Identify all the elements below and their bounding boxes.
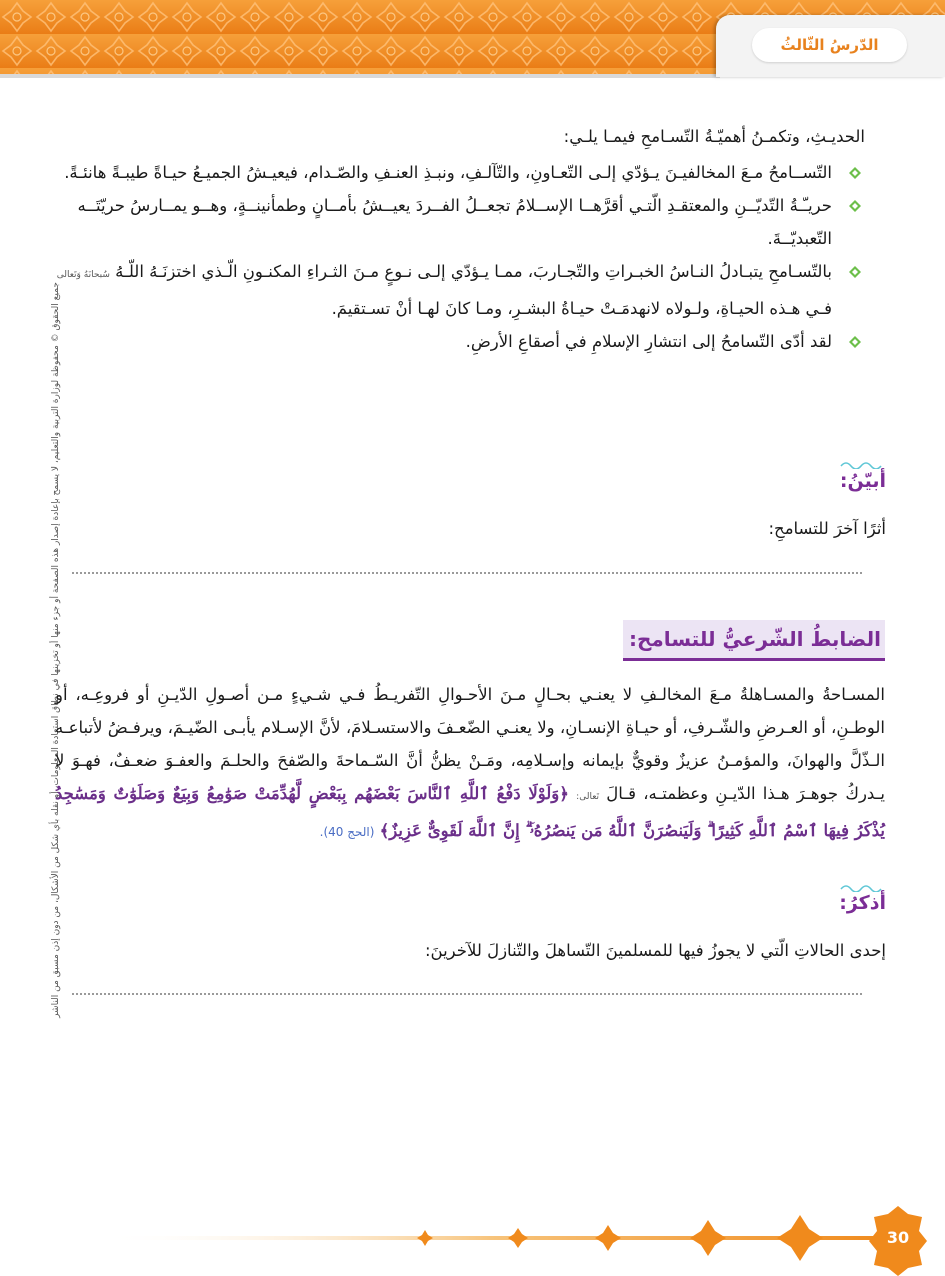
heading-ornament-icon bbox=[840, 882, 886, 892]
intro-text: الحديـثِ، وتكمـنُ أهميّـةُ التّسـامحِ فيمـا يلـي: bbox=[563, 127, 865, 146]
footer-decoration bbox=[0, 1200, 945, 1276]
answer-line[interactable] bbox=[72, 993, 862, 995]
section-heading: الضابطُ الشّرعيُّ للتسامح: bbox=[629, 627, 881, 651]
honorific: سُبحانَهُ وَتَعالى bbox=[56, 270, 110, 280]
list-item bbox=[55, 255, 865, 325]
section-body: المسـاحةُ والمسـاهلةُ مـعَ المخالـفِ لا يعنـي بحـالٍ مـنَ الأحـوالِ التّفريـطُ فـي شـيءٍ مـن أصـولِ الدّيـنِ أو فروعِـه، أو الوطـنِ، أو العـرضِ والشّـرفِ، أو حيـاةِ الإنسـانِ، ولا يعنـي الضّعـفَ والاستسـلامَ، لأنَّ الإسـلام يأبـى الضّيـمَ، ويرفـضُ لأتباعـه الـذّلَّ والهوانَ، والمؤمـنُ عزيزٌ وقويٌّ بإيمانه وإسـلامِه، ومَـنْ يظنُّ أنَّ السّـماحةَ والصّفحَ والحلـمَ والعفـوَ ضعـفٌ، فهـوَ لا يـدركُ جوهـرَ هـذا الدّيـنِ وعظمتـه، قـالَ bbox=[55, 685, 886, 803]
list-item-text: لقد أدّى التّسامحُ إلى انتشارِ الإسلامِ في أصقاعِ الأرضِ. bbox=[465, 332, 832, 351]
list-item-text: فـي هـذه الحيـاةِ، ولـولاه لانهدمَـتْ حيـاةُ البشـرِ، ومـا كانَ لهـا أنْ تسـتقيمَ. bbox=[331, 299, 832, 318]
list-item-text: بالتّسـامحِ يتبـادلُ النـاسُ الخبـراتِ والتّجـاربَ، ممـا يـؤدّي إلـى نـوعٍ مـنَ الثـراءِ المكنـونِ الّـذي اختزنَـهُ اللّـهُ bbox=[115, 262, 832, 281]
copyright-vertical: جميع الحقوق © محفوظة لوزارة التربية والتعليم، لا يسمح بإعادة إصدار هذه الصفحة أو جزء منها أو تخزينها في نطاق استعادة المعلومات، أو نقله بأي شكل من الأشكال، من دون إذن مسبق من الناشر bbox=[51, 282, 61, 1018]
answer-line[interactable] bbox=[72, 572, 862, 574]
explain-prompt: أثرًا آخرَ للتسامحِ: bbox=[768, 519, 886, 538]
explain-heading: أبيّنُ: bbox=[839, 470, 886, 492]
section-paragraph bbox=[55, 678, 885, 849]
heading-ornament-icon bbox=[840, 459, 886, 469]
diamond-bullet-icon bbox=[849, 200, 861, 212]
list-item bbox=[55, 189, 865, 255]
diamond-bullet-icon bbox=[849, 266, 861, 278]
lesson-title: الدّرسُ الثّالثُ bbox=[780, 36, 879, 54]
mention-heading: أذكرُ: bbox=[839, 892, 886, 914]
quran-verse: ﴿وَلَوْلَا دَفْعُ ٱللَّهِ ٱلنَّاسَ بَعْضَهُم بِبَعْضٍ لَّهُدِّمَتْ صَوَٰمِعُ وَبِيَعٌ وَصَلَوَٰتٌ وَمَسَٰجِدُ يُذْكَرُ فِيهَا ٱسْمُ ٱللَّهِ كَثِيرًا ۗ وَلَيَنصُرَنَّ ٱللَّهُ مَن يَنصُرُهُۥٓ ۗ إِنَّ ٱللَّهَ لَقَوِىٌّ عَزِيزٌ﴾ bbox=[55, 784, 885, 840]
page-number: 30 bbox=[886, 1228, 910, 1247]
diamond-bullet-icon bbox=[849, 336, 861, 348]
taala-label: تَعالى: bbox=[576, 792, 600, 802]
list-item bbox=[55, 156, 865, 189]
importance-list bbox=[55, 156, 865, 358]
list-item bbox=[55, 325, 865, 358]
diamond-bullet-icon bbox=[849, 167, 861, 179]
mention-prompt: إحدى الحالاتِ الّتي لا يجوزُ فيها للمسلمينَ التّساهلَ والتّنازلَ للآخرينَ: bbox=[424, 941, 886, 960]
list-item-text: التّســامحُ مـعَ المخالفيـنَ يـؤدّي إلـى التّعـاونِ، والتّآلـفِ، ونبـذِ العنـفِ والصّـدام، فيعيـشُ الجميـعُ حيـاةً طيبـةً هانئـةً. bbox=[64, 163, 832, 182]
verse-reference: (الحج 40). bbox=[319, 825, 375, 839]
list-item-text: حريـّـةُ التّديّــنِ والمعتقـدِ الّتـي أقرَّهــا الإســلامُ تجعــلُ الفــردَ يعيــشُ بأمــانٍ وطمأنينــةٍ، وهــو يمــارسُ حريّتَــه التّعبديّــةَ. bbox=[77, 196, 832, 248]
